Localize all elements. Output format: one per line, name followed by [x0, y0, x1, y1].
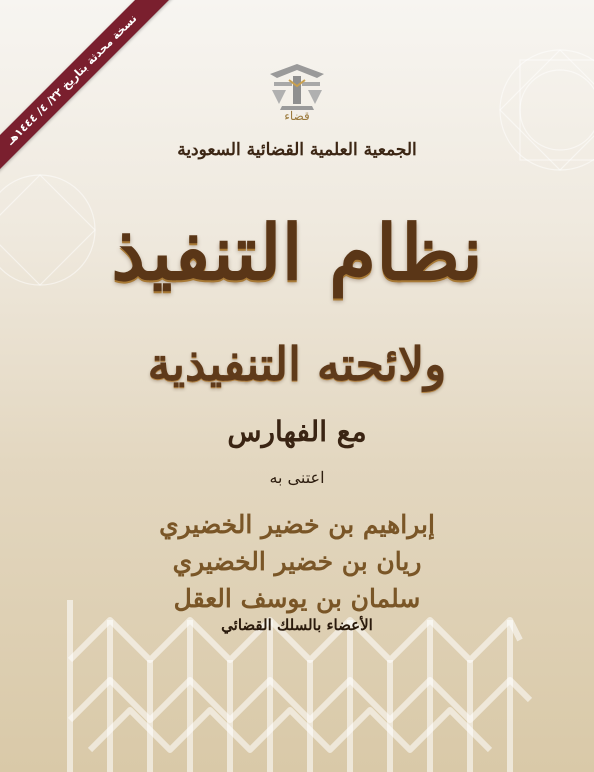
authors-role: الأعضاء بالسلك القضائي	[221, 616, 373, 634]
book-title: نظام التنفيذ	[111, 208, 483, 297]
updated-edition-ribbon: نسخة محدثة بتاريخ ٢٢/ ٤/ ١٤٤٤هـ	[0, 0, 172, 180]
society-name: الجمعية العلمية القضائية السعودية	[177, 140, 417, 160]
logo-wordmark: قضاء	[284, 109, 310, 123]
author-name: ريان بن خضير الخضيري	[172, 547, 422, 576]
curated-by-label: اعتنى به	[269, 468, 325, 487]
book-subtitle: ولائحته التنفيذية	[147, 337, 447, 391]
author-name: إبراهيم بن خضير الخضيري	[159, 510, 435, 539]
author-name: سلمان بن يوسف العقل	[173, 584, 421, 613]
with-indexes-label: مع الفهارس	[227, 415, 367, 448]
